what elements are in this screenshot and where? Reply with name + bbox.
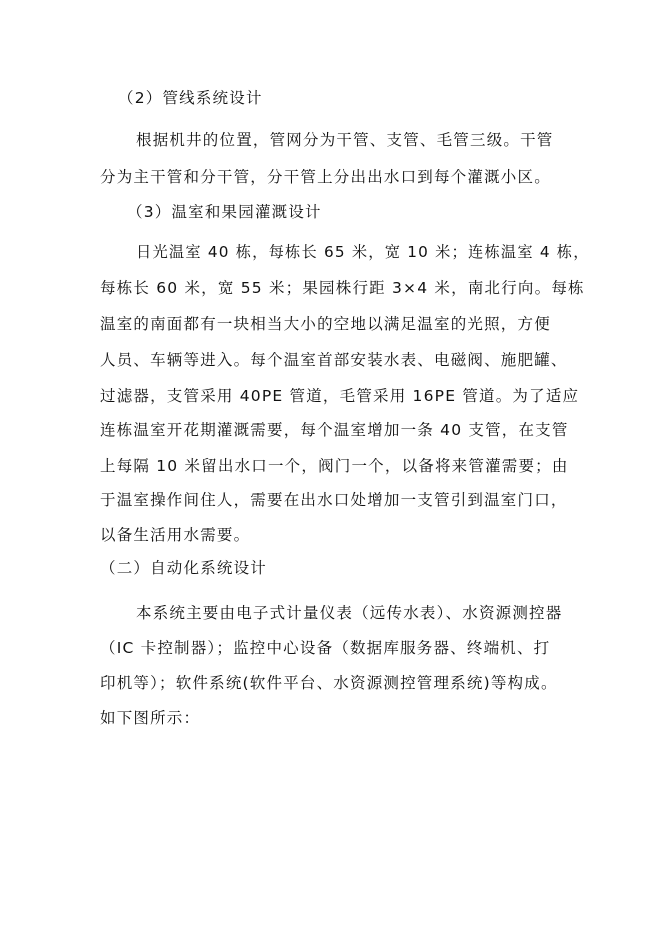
section-heading-automation: （二）自动化系统设计	[100, 559, 268, 577]
paragraph-line: 于温室操作间住人，需要在出水口处增加一支管引到温室门口，	[100, 491, 568, 509]
paragraph-line: 过滤器，支管采用 40PE 管道，毛管采用 16PE 管道。为了适应	[100, 387, 580, 405]
paragraph-line: 根据机井的位置，管网分为干管、支管、毛管三级。干管	[136, 131, 554, 149]
section-heading-greenhouse: （3）温室和果园灌溉设计	[127, 203, 322, 221]
paragraph-line: 人员、车辆等进入。每个温室首部安装水表、电磁阀、施肥罐、	[100, 351, 568, 369]
paragraph-line: 分为主干管和分干管，分干管上分出出水口到每个灌溉小区。	[100, 168, 551, 186]
paragraph-line: 每栋长 60 米，宽 55 米；果园株行距 3×4 米，南北行向。每栋	[100, 279, 585, 297]
section-heading-pipeline: （2）管线系统设计	[118, 89, 263, 107]
paragraph-line: 如下图所示：	[100, 709, 201, 727]
paragraph-line: 温室的南面都有一块相当大小的空地以满足温室的光照，方便	[100, 315, 551, 333]
paragraph-line: 印机等）；软件系统(软件平台、水资源测控管理系统)等构成。	[100, 674, 558, 692]
paragraph-line: 以备生活用水需要。	[100, 526, 251, 544]
paragraph-line: （IC 卡控制器）；监控中心设备（数据库服务器、终端机、打	[100, 639, 551, 657]
paragraph-line: 上每隔 10 米留出水口一个，阀门一个，以备将来管灌需要；由	[100, 457, 569, 475]
paragraph-line: 连栋温室开花期灌溉需要，每个温室增加一条 40 支管，在支管	[100, 421, 569, 439]
paragraph-line: 日光温室 40 栋，每栋长 65 米，宽 10 米；连栋温室 4 栋，	[136, 243, 590, 261]
paragraph-line: 本系统主要由电子式计量仪表（远传水表）、水资源测控器	[136, 604, 563, 622]
